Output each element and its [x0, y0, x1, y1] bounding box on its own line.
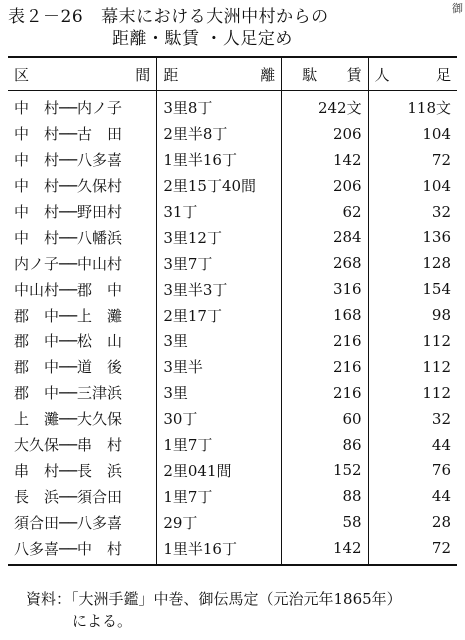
source-note: [26, 588, 402, 632]
distance-cell: 30丁: [157, 406, 282, 432]
table-row: [8, 328, 457, 354]
porter-cell: 104: [368, 121, 457, 147]
source-line-1: 資料：「大洲手鑑」中巻、御伝馬定（元治元年1865年）: [26, 590, 402, 608]
porter-cell: 32: [368, 199, 457, 225]
porter-cell: 154: [368, 276, 457, 302]
distance-cell: 3里半: [157, 354, 282, 380]
porter-cell: 28: [368, 509, 457, 535]
distance-cell: 2里17丁: [157, 302, 282, 328]
porter-cell: 44: [368, 483, 457, 509]
porter-cell: 112: [368, 354, 457, 380]
table-row: [8, 406, 457, 432]
header-route: 区 間: [8, 57, 157, 91]
title-line-2: 距離・駄賃 ・人足定め: [112, 29, 293, 49]
table-row: [8, 432, 457, 458]
porter-cell: 118文: [368, 91, 457, 121]
fare-cell: 86: [282, 432, 368, 458]
route-cell: 中山村──郡 中: [14, 280, 123, 299]
table-row: [8, 276, 457, 302]
distance-cell: 3里7丁: [157, 250, 282, 276]
distance-cell: 3里半3丁: [157, 276, 282, 302]
fare-cell: 206: [282, 173, 368, 199]
fare-cell: 88: [282, 483, 368, 509]
porter-cell: 32: [368, 406, 457, 432]
porter-cell: 72: [368, 535, 457, 565]
fare-cell: 216: [282, 354, 368, 380]
porter-cell: 44: [368, 432, 457, 458]
fare-cell: 316: [282, 276, 368, 302]
table-row: [8, 483, 457, 509]
table-body: [8, 91, 457, 566]
route-cell: 内ノ子──中山村: [14, 254, 123, 273]
distance-cell: 1里半16丁: [157, 147, 282, 173]
porter-cell: 112: [368, 380, 457, 406]
porter-cell: 98: [368, 302, 457, 328]
table-row: [8, 91, 457, 121]
porter-cell: 128: [368, 250, 457, 276]
porter-cell: 72: [368, 147, 457, 173]
route-cell: 上 灘──大久保: [14, 410, 123, 429]
porter-cell: 136: [368, 224, 457, 250]
route-cell: 中 村──八幡浜: [14, 228, 123, 247]
table-row: [8, 457, 457, 483]
header-row: [8, 57, 457, 91]
source-line-2: による。: [72, 612, 133, 630]
fare-cell: 268: [282, 250, 368, 276]
route-cell: 中 村──久保村: [14, 177, 123, 196]
fare-cell: 142: [282, 147, 368, 173]
table-row: [8, 173, 457, 199]
table-row: [8, 380, 457, 406]
fare-cell: 152: [282, 457, 368, 483]
distance-cell: 3里12丁: [157, 224, 282, 250]
route-cell: 郡 中──上 灘: [14, 306, 123, 325]
fare-cell: 242文: [282, 91, 368, 121]
route-cell: 中 村──内ノ子: [14, 99, 123, 118]
table-row: [8, 302, 457, 328]
distance-cell: 3里: [157, 328, 282, 354]
route-cell: 八多喜──中 村: [8, 535, 157, 565]
porter-cell: 112: [368, 328, 457, 354]
porter-cell: 104: [368, 173, 457, 199]
distance-cell: 1里半16丁: [157, 535, 282, 565]
table-row: [8, 354, 457, 380]
fare-table: [8, 56, 457, 566]
fare-cell: 58: [282, 509, 368, 535]
title-line-1: 幕末における大洲中村からの: [101, 7, 329, 27]
distance-cell: 1里7丁: [157, 483, 282, 509]
route-cell: 郡 中──松 山: [14, 332, 123, 351]
distance-cell: 29丁: [157, 509, 282, 535]
route-cell: 中 村──古 田: [14, 125, 123, 144]
header-porter: 人 足: [368, 57, 457, 91]
corner-fragment: 御: [452, 2, 463, 15]
table-row: [8, 147, 457, 173]
porter-cell: 76: [368, 457, 457, 483]
table-row: [8, 121, 457, 147]
distance-cell: 1里7丁: [157, 432, 282, 458]
table-row: [8, 199, 457, 225]
route-cell: 須合田──八多喜: [14, 513, 123, 532]
table-row: [8, 509, 457, 535]
fare-cell: 142: [282, 535, 368, 565]
table-row: [8, 535, 457, 565]
table-row: [8, 224, 457, 250]
distance-cell: 3里: [157, 380, 282, 406]
fare-cell: 168: [282, 302, 368, 328]
fare-cell: 216: [282, 328, 368, 354]
distance-cell: 2里半8丁: [157, 121, 282, 147]
table-title: [8, 6, 329, 50]
route-cell: 中 村──八多喜: [14, 151, 123, 170]
fare-cell: 206: [282, 121, 368, 147]
distance-cell: 3里8丁: [157, 91, 282, 121]
route-cell: 大久保──串 村: [14, 436, 123, 455]
fare-cell: 60: [282, 406, 368, 432]
route-cell: 郡 中──道 後: [14, 358, 123, 377]
distance-cell: 2里041間: [157, 457, 282, 483]
route-cell: 長 浜──須合田: [14, 487, 123, 506]
route-cell: 串 村──長 浜: [14, 461, 123, 480]
table-row: [8, 250, 457, 276]
table-number: 表２－26: [8, 7, 84, 27]
header-distance: 距 離: [157, 57, 282, 91]
distance-cell: 31丁: [157, 199, 282, 225]
fare-cell: 62: [282, 199, 368, 225]
fare-cell: 284: [282, 224, 368, 250]
distance-cell: 2里15丁40間: [157, 173, 282, 199]
fare-cell: 216: [282, 380, 368, 406]
route-cell: 中 村──野田村: [14, 203, 123, 221]
route-cell: 郡 中──三津浜: [14, 384, 123, 403]
header-fare: 駄 賃: [282, 57, 368, 91]
